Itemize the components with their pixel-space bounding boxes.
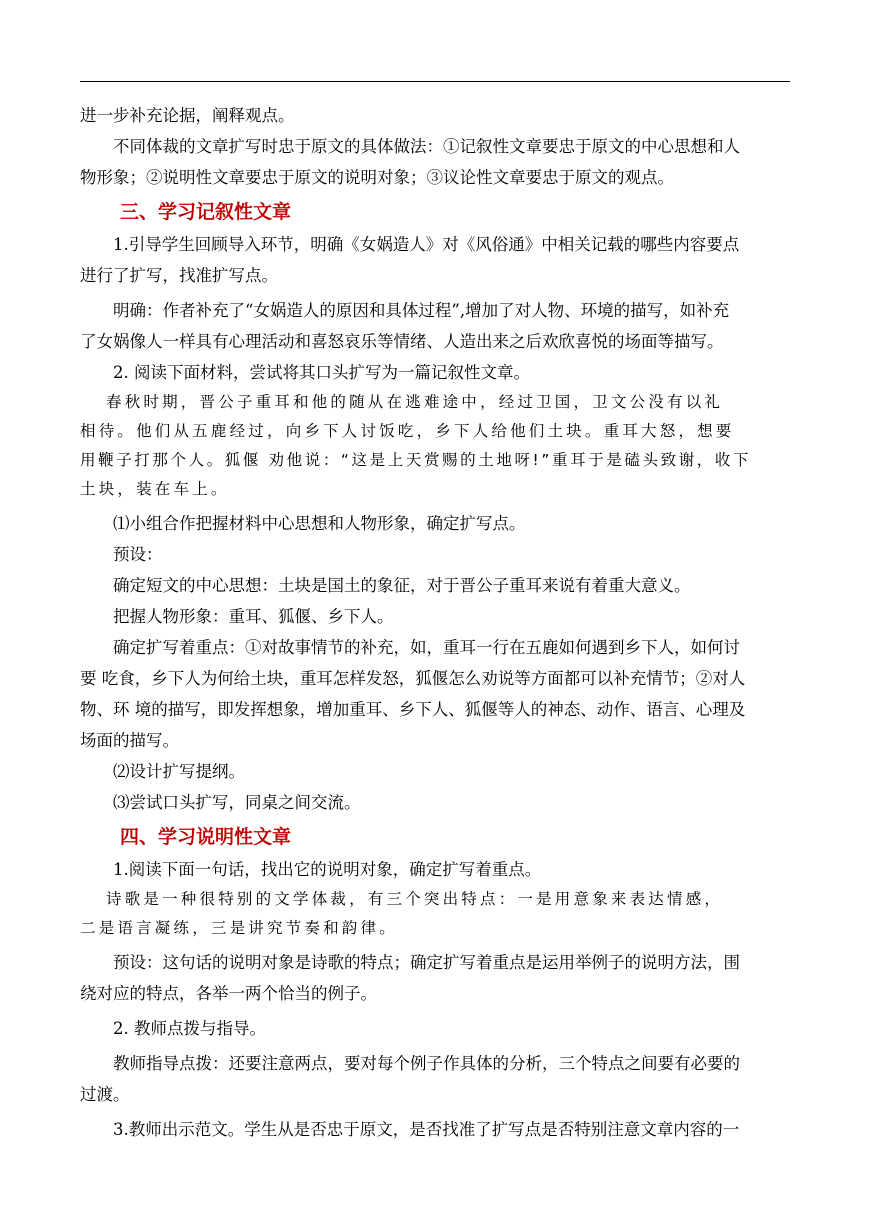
quote-line: 春秋时期，晋公子重耳和他的随从在逃难途中，经过卫国，卫文公没有以礼	[106, 393, 724, 411]
paragraph-line: 教师指导点拨：还要注意两点，要对每个例子作具体的分析，三个特点之间要有必要的	[113, 1054, 740, 1073]
document-body	[80, 100, 792, 1145]
paragraph-line: ⑶尝试口头扩写，同桌之间交流。	[113, 793, 361, 812]
section-heading-narrative: 三、学习记叙性文章	[120, 201, 292, 223]
paragraph-line: 了女娲像人一样具有心理活动和喜怒哀乐等情绪、人造出来之后欢欣喜悦的场面等描写。	[80, 332, 724, 351]
paragraph-line: 过渡。	[80, 1085, 130, 1104]
quoted-material	[80, 388, 792, 504]
paragraph-line: 预设：	[113, 545, 163, 564]
paragraph-line: 绕对应的特点，各举一两个恰当的例子。	[80, 984, 377, 1003]
paragraph-line: ⑵设计扩写提纲。	[113, 762, 245, 781]
quote-line: 土块，装在车上。	[80, 480, 230, 498]
paragraph-line: 确定短文的中心思想：土块是国土的象征，对于晋公子重耳来说有着重大意义。	[113, 576, 691, 595]
quote-line: 相待。他们从五鹿经过，向乡下人讨饭吃，乡下人给他们土块。重耳大怒，想要	[80, 422, 735, 440]
paragraph-line: 场面的描写。	[80, 731, 179, 750]
paragraph-line: 2. 教师点拨与指导。	[113, 1019, 266, 1038]
paragraph-line: 不同体裁的文章扩写时忠于原文的具体做法：①记叙性文章要忠于原文的中心思想和人	[113, 137, 740, 156]
paragraph-line: 确定扩写着重点：①对故事情节的补充，如，重耳一行在五鹿如何遇到乡下人，如何讨	[113, 638, 740, 657]
paragraph-line: 进一步补充论据，阐释观点。	[80, 106, 295, 125]
quote-line: 二是语言凝练，三是讲究节奏和韵律。	[80, 919, 398, 937]
paragraph-line: 物形象；②说明性文章要忠于原文的说明对象；③议论性文章要忠于原文的观点。	[80, 168, 674, 187]
quoted-material	[80, 885, 792, 943]
paragraph-line: 物、环 境的描写，即发挥想象，增加重耳、乡下人、狐偃等人的神态、动作、语言、心理及	[80, 700, 746, 719]
header-rule	[80, 81, 790, 82]
paragraph-line: 进行了扩写，找准扩写点。	[80, 266, 278, 285]
section-heading-expository: 四、学习说明性文章	[120, 826, 292, 848]
paragraph-line: 2. 阅读下面材料，尝试将其口头扩写为一篇记叙性文章。	[113, 363, 530, 382]
paragraph-line: 3.教师出示范文。学生从是否忠于原文，是否找准了扩写点是否特别注意文章内容的一	[113, 1120, 740, 1139]
paragraph-line: 1.阅读下面一句话，找出它的说明对象，确定扩写着重点。	[113, 860, 542, 879]
quote-line: 用鞭子打那个人。狐偃 劝他说：“这是上天赏赐的土地呀!”重耳于是磕头致谢，收下	[80, 451, 752, 469]
quote-line: 诗歌是一种很特别的文学体裁，有三个突出特点：一是用意象来表达情感，	[106, 890, 724, 908]
paragraph-line: 要 吃食，乡下人为何给土块，重耳怎样发怒，狐偃怎么劝说等方面都可以补充情节；②对人	[80, 669, 746, 688]
paragraph-line: 1.引导学生回顾导入环节，明确《女娲造人》对《风俗通》中相关记载的哪些内容要点	[113, 235, 740, 254]
paragraph-line: 把握人物形象：重耳、狐偃、乡下人。	[113, 607, 394, 626]
paragraph-line: ⑴小组合作把握材料中心思想和人物形象，确定扩写点。	[113, 514, 526, 533]
paragraph-line: 明确：作者补充了“女娲造人的原因和具体过程”,增加了对人物、环境的描写，如补充	[113, 301, 730, 320]
paragraph-line: 预设：这句话的说明对象是诗歌的特点；确定扩写着重点是运用举例子的说明方法，围	[113, 953, 740, 972]
